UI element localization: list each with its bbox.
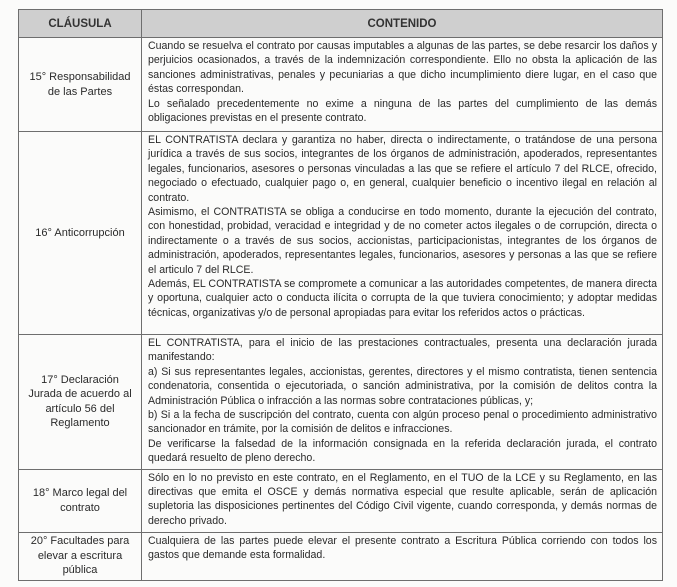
table-row: [19, 532, 663, 580]
clauses-table: [18, 9, 663, 581]
table-row: [19, 38, 663, 132]
clause-name: 15° Responsabilidad de las Partes: [19, 38, 142, 132]
header-clause: CLÁUSULA: [19, 10, 142, 38]
header-row: [19, 10, 663, 38]
paragraph: Además, EL CONTRATISTA se compromete a comunicar a las autoridades competentes, de manera directa y oportuna, cualquier acto o conducta ilícita o corrupta de la que tuviera conocimiento; y adoptar medidas técnicas, organizativas y/o de personal apropiadas para evitar los referidos actos o prácticas.: [148, 278, 657, 319]
clause-content: [142, 532, 663, 580]
table-row: [19, 132, 663, 335]
paragraph: EL CONTRATISTA declara y garantiza no haber, directa o indirectamente, o tratándose de una persona jurídica a través de sus socios, integrantes de los órganos de administración, apoderados, representantes legales, funcionarios, asesores o personas vinculadas a las que se refiere el artículo 7 del RLCE, ofrecido, negociado o efectuado, cualquier pago o, en general, cualquier beneficio o incentivo ilegal en relación al contrato.: [148, 134, 657, 204]
paragraph: De verificarse la falsedad de la información consignada en la referida declaración jurada, el contrato quedará resuelto de pleno derecho.: [148, 437, 657, 465]
paragraph: Cuando se resuelva el contrato por causas imputables a algunas de las partes, se debe resarcir los daños y perjuicios ocasionados, a través de la indemnización correspondiente. Ello no obsta la aplicación de las sanciones administrativas, penales y pecuniarias a que dicho incumplimiento diere lugar, en el caso que éstas correspondan.: [148, 40, 657, 96]
table-row: [19, 469, 663, 532]
clause-name: 17° Declaración Jurada de acuerdo al artículo 56 del Reglamento: [19, 335, 142, 470]
paragraph: Cualquiera de las partes puede elevar el presente contrato a Escritura Pública corriendo con todos los gastos que demande esta formalidad.: [148, 534, 657, 562]
paragraph: Asimismo, el CONTRATISTA se obliga a conducirse en todo momento, durante la ejecución del contrato, con honestidad, probidad, veracidad e integridad y de no cometer actos ilegales o de corrupción, directa o indirectamente o a través de sus socios, accionistas, participacionistas, integrantes de los órganos de administración, apoderados, representantes legales, funcionarios, asesores y personas a las que se refiere el articulo 7 del RLCE.: [148, 206, 657, 276]
clause-name: 20° Facultades para elevar a escritura pública: [19, 532, 142, 580]
clause-content: [142, 38, 663, 132]
paragraph: Lo señalado precedentemente no exime a ninguna de las partes del cumplimiento de las demás obligaciones previstas en el presente contrato.: [148, 97, 657, 125]
clause-content: [142, 335, 663, 470]
clause-name: 16° Anticorrupción: [19, 132, 142, 335]
clause-name: 18° Marco legal del contrato: [19, 469, 142, 532]
paragraph: a) Si sus representantes legales, accionistas, gerentes, directores y el mismo contratista, tienen sentencia condenatoria, consentida o ejecutoriada, o sanción administrativa, por la comisión de delitos contra la Administración Pública o infracción a las normas sobre contrataciones públicas, y;: [148, 365, 657, 407]
paragraph: Sólo en lo no previsto en este contrato, en el Reglamento, en el TUO de la LCE y su Reglamento, en las directivas que emita el OSCE y demás normativa especial que resulte aplicable, serán de aplicación supletoria las disposiciones pertinentes del Código Civil vigente, cuando corresponda, y demás normas de derecho privado.: [148, 471, 657, 527]
paragraph: b) Si a la fecha de suscripción del contrato, cuenta con algún proceso penal o procedimiento administrativo sancionador en trámite, por la comisión de delitos e infracciones.: [148, 409, 657, 436]
clause-content: [142, 469, 663, 532]
clause-content: [142, 132, 663, 335]
paragraph: EL CONTRATISTA, para el inicio de las prestaciones contractuales, presenta una declaración jurada manifestando:: [148, 337, 657, 364]
table-row: [19, 335, 663, 470]
header-content: CONTENIDO: [142, 10, 663, 38]
